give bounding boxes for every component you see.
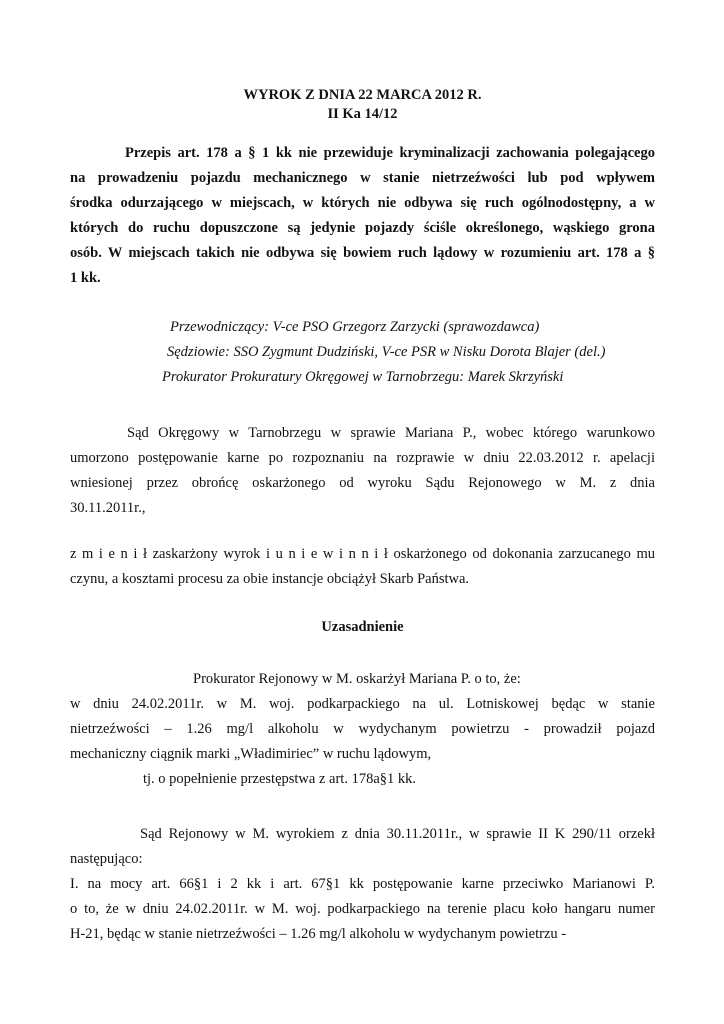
court-intro-paragraph	[70, 421, 655, 521]
text-line: umorzono postępowanie karne po rozpoznaniu na rozprawie w dniu 22.03.2012 r. apelacji	[70, 450, 655, 466]
text-line: Przepis art. 178 a § 1 kk nie przewiduje kryminalizacji zachowania polegającego	[125, 145, 655, 161]
first-instance-intro	[70, 822, 655, 872]
prosecution-section	[70, 667, 655, 792]
text-line: I. na mocy art. 66§1 i 2 kk i art. 67§1 kk postępowanie karne przeciwko Marianowi P.	[70, 876, 655, 892]
judgment-title: WYROK Z DNIA 22 MARCA 2012 R.	[243, 87, 482, 103]
text-line: o to, że w dniu 24.02.2011r. w M. woj. podkarpackiego na terenie placu koło hangaru numer	[70, 901, 655, 917]
text-line: 30.11.2011r.,	[70, 500, 146, 516]
text-line: Sąd Okręgowy w Tarnobrzegu w sprawie Mariana P., wobec którego warunkowo	[127, 425, 655, 441]
text-line: H-21, będąc w stanie nietrzeźwości – 1.26 mg/l alkoholu w wydychanym powietrzu -	[70, 926, 567, 942]
text-line: osób. W miejscach takich nie odbywa się bowiem ruch lądowy w rozumieniu art. 178 a §	[70, 245, 655, 261]
thesis-paragraph	[70, 141, 655, 291]
text-line: 1 kk.	[70, 270, 101, 286]
text-line: których do ruchu dopuszczone są jedynie pojazdy ściśle określonego, wąskiego grona	[70, 220, 655, 236]
first-instance-ruling	[70, 872, 655, 947]
text-line: Sędziowie: SSO Zygmunt Dudziński, V-ce PSR w Nisku Dorota Blajer (del.)	[167, 344, 606, 360]
text-line: z m i e n i ł zaskarżony wyrok i u n i e w i n n i ł oskarżonego od dokonania zarzucanego mu	[70, 546, 655, 562]
text-line: mechaniczny ciągnik marki „Władimiriec” w ruchu lądowym,	[70, 746, 432, 762]
text-line: nietrzeźwości – 1.26 mg/l alkoholu w wydychanym powietrzu - prowadził pojazd	[70, 721, 655, 737]
verdict-paragraph	[70, 542, 655, 592]
charge-paragraph	[70, 692, 655, 767]
text-line: czynu, a kosztami procesu za obie instancje obciążył Skarb Państwa.	[70, 571, 470, 587]
page-content	[70, 86, 655, 947]
text-line: w dniu 24.02.2011r. w M. woj. podkarpackiego na ul. Lotniskowej będąc w stanie	[70, 696, 655, 712]
text-line: Przewodniczący: V-ce PSO Grzegorz Zarzycki (sprawozdawca)	[170, 319, 540, 335]
text-line: na prowadzeniu pojazdu mechanicznego w stanie nietrzeźwości lub pod wpływem	[70, 170, 655, 186]
legal-qualification-line: tj. o popełnienie przestępstwa z art. 178a§1 kk.	[143, 771, 417, 787]
justification-heading: Uzasadnienie	[321, 619, 404, 635]
text-line: następująco:	[70, 851, 143, 867]
text-line: środka odurzającego w miejscach, w których nie odbywa się ruch ogólnodostępny, a w	[70, 195, 655, 211]
text-line: Sąd Rejonowy w M. wyrokiem z dnia 30.11.2011r., w sprawie II K 290/11 orzekł	[140, 826, 655, 842]
first-instance-section	[70, 822, 655, 947]
text-line: Prokurator Prokuratury Okręgowej w Tarnobrzegu: Marek Skrzyński	[162, 369, 564, 385]
judgment-title-block	[70, 86, 655, 124]
case-number: II Ka 14/12	[327, 106, 398, 122]
text-line: wniesionej przez obrońcę oskarżonego od wyroku Sądu Rejonowego w M. z dnia	[70, 475, 655, 491]
prosecution-lead-line: Prokurator Rejonowy w M. oskarżył Mariana P. o to, że:	[193, 671, 521, 687]
bench-composition	[162, 315, 655, 390]
